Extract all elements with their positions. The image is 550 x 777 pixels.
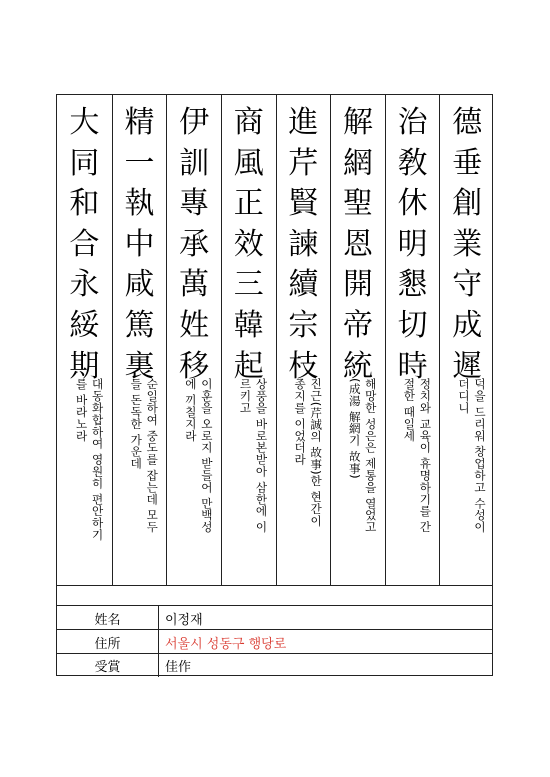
hanja-character: 移 bbox=[179, 348, 210, 384]
hanja-character: 時 bbox=[397, 348, 428, 384]
hanja-character: 風 bbox=[233, 145, 264, 181]
hanja-character: 精 bbox=[124, 105, 155, 140]
hanja-character: 大 bbox=[69, 105, 100, 140]
hanja-character: 明 bbox=[397, 226, 428, 262]
hanja-character: 執 bbox=[124, 186, 155, 222]
hanja-character: 治 bbox=[397, 105, 428, 140]
poem-column bbox=[385, 95, 440, 585]
hanja-character: 專 bbox=[179, 186, 210, 222]
hanja-character: 韓 bbox=[233, 307, 264, 343]
hanja-character: 敎 bbox=[397, 145, 428, 181]
hanja-line bbox=[277, 103, 331, 387]
info-top-line bbox=[57, 605, 492, 606]
hanja-character: 咸 bbox=[124, 267, 155, 303]
hanja-line bbox=[386, 103, 440, 387]
poem-column bbox=[330, 95, 385, 585]
hanja-character: 切 bbox=[397, 307, 428, 343]
poem-column bbox=[57, 95, 112, 585]
hanja-character: 三 bbox=[233, 267, 264, 303]
hangul-translation: 해망한 성은은 제통을 열었고 (成湯 解網기 故事) bbox=[347, 378, 378, 533]
hanja-line bbox=[222, 103, 276, 387]
award-value: 佳作 bbox=[165, 660, 192, 675]
hanja-line bbox=[440, 103, 494, 387]
name-label: 姓名 bbox=[94, 613, 121, 628]
address-label: 住所 bbox=[94, 637, 121, 652]
hangul-translation: 대동화합하여 영원히 편안하기 를 바라노라 bbox=[74, 378, 105, 541]
hanja-line bbox=[113, 103, 167, 387]
hanja-character: 賢 bbox=[288, 186, 319, 222]
hanja-character: 續 bbox=[288, 267, 319, 303]
poem-column bbox=[221, 95, 276, 585]
name-value: 이정재 bbox=[165, 613, 203, 628]
hanja-character: 一 bbox=[124, 145, 155, 181]
poem-column bbox=[166, 95, 221, 585]
hanja-character: 萬 bbox=[179, 267, 210, 303]
hanja-character: 開 bbox=[342, 267, 373, 303]
poem-column bbox=[439, 95, 494, 585]
hanja-character: 綏 bbox=[69, 307, 100, 343]
hanja-character: 合 bbox=[69, 226, 100, 262]
hanja-character: 伊 bbox=[179, 105, 210, 140]
hanja-character: 永 bbox=[69, 267, 100, 303]
hanja-character: 中 bbox=[124, 226, 155, 262]
hanja-character: 遲 bbox=[452, 348, 483, 384]
hangul-translation: 진근(芹誠의 故事)한 현간이 종지를 이었더라 bbox=[293, 378, 324, 527]
hanja-character: 進 bbox=[288, 105, 319, 140]
hanja-character: 德 bbox=[452, 105, 483, 140]
hanja-character: 篤 bbox=[124, 307, 155, 343]
hanja-character: 業 bbox=[452, 226, 483, 262]
hanja-character: 芹 bbox=[288, 145, 319, 181]
hanja-character: 效 bbox=[233, 226, 264, 262]
hangul-translation: 상풍을 바로본받아 삼한에 이 르키고 bbox=[238, 378, 269, 533]
hanja-character: 和 bbox=[69, 186, 100, 222]
hanja-character: 訓 bbox=[179, 145, 210, 181]
hanja-character: 網 bbox=[342, 145, 373, 181]
poem-column bbox=[276, 95, 331, 585]
hanja-character: 恩 bbox=[342, 226, 373, 262]
hanja-character: 期 bbox=[69, 348, 100, 384]
info-line-1 bbox=[57, 629, 492, 630]
hanja-character: 裏 bbox=[124, 348, 155, 384]
hanja-line bbox=[57, 103, 112, 387]
hanja-character: 諫 bbox=[288, 226, 319, 262]
hangul-translation: 덕을 드리워 창업하고 수성이 더디니 bbox=[457, 378, 487, 533]
hanja-character: 宗 bbox=[288, 307, 319, 343]
hanja-line bbox=[331, 103, 385, 387]
address-value: 서울시 성동구 행당로 bbox=[165, 637, 287, 652]
hanja-character: 垂 bbox=[452, 145, 483, 181]
hanja-character: 枝 bbox=[288, 348, 319, 384]
hanja-character: 承 bbox=[179, 226, 210, 262]
section-divider bbox=[57, 585, 492, 586]
hanja-character: 守 bbox=[452, 267, 483, 303]
hanja-character: 商 bbox=[233, 105, 264, 140]
hangul-translation: 이훈을 오로지 받들어 만백성 에 끼칠지라 bbox=[183, 378, 214, 533]
calligraphy-sheet bbox=[56, 94, 493, 676]
hanja-character: 懇 bbox=[397, 267, 428, 303]
hanja-character: 聖 bbox=[342, 186, 373, 222]
hanja-character: 解 bbox=[342, 105, 373, 140]
hangul-translation: 순일하여 중도를 잡는데 모두 들 돈독한 가운데 bbox=[129, 378, 160, 533]
hangul-translation: 정치와 교육이 휴명하기를 간 절한 때일세 bbox=[402, 378, 433, 533]
hanja-character: 起 bbox=[233, 348, 264, 384]
hanja-character: 統 bbox=[342, 348, 373, 384]
info-line-2 bbox=[57, 653, 492, 654]
hanja-character: 帝 bbox=[342, 307, 373, 343]
hanja-line bbox=[167, 103, 221, 387]
award-label: 受賞 bbox=[94, 660, 121, 675]
hanja-character: 姓 bbox=[179, 307, 210, 343]
hanja-character: 創 bbox=[452, 186, 483, 222]
hanja-character: 休 bbox=[397, 186, 428, 222]
hanja-character: 成 bbox=[452, 307, 483, 343]
poem-column bbox=[112, 95, 167, 585]
hanja-character: 正 bbox=[233, 186, 264, 222]
hanja-character: 同 bbox=[69, 145, 100, 181]
info-column-divider bbox=[158, 605, 159, 677]
